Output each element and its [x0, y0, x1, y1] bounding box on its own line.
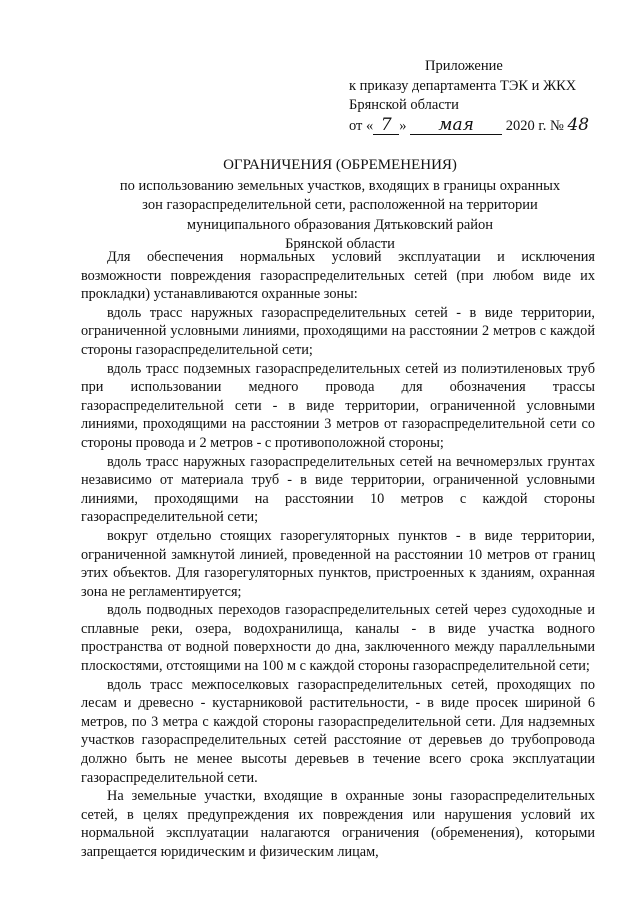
paragraph: вдоль трасс наружных газораспределительных сетей - в виде территории, ограниченной условными линиями, проходящими на расстоянии 2 метров с каждой стороны газораспределительной сети;	[81, 304, 595, 358]
title-heading: ОГРАНИЧЕНИЯ (ОБРЕМЕНЕНИЯ)	[223, 157, 457, 173]
title-line-2: по использованию земельных участков, входящих в границы охранных	[119, 177, 561, 194]
paragraph: вокруг отдельно стоящих газорегуляторных пунктов - в виде территории, ограниченной замкнутой линией, проведенной на расстоянии 10 метров от границ этих объектов. Для газорегуляторных пунктов, пристроенных к зданиям, охранная зона не регламентируется;	[81, 527, 595, 600]
year-label: 2020 г. №	[505, 117, 564, 134]
appendix-label: Приложение	[425, 58, 503, 74]
appendix-header	[349, 57, 609, 136]
order-reference: к приказу департамента ТЭК и ЖКХ	[349, 77, 577, 94]
region-name: Брянской области	[349, 97, 459, 113]
paragraph: вдоль трасс подземных газораспределительных сетей из полиэтиленовых труб при использовании медного провода для обозначения трассы газораспределительной сети - в виде территории, ограниченной условными линиями, проходящими на расстоянии 3 метров от газораспределительной сети со стороны провода и 2 метров - с противоположной стороны;	[81, 360, 595, 451]
handwritten-number: 48	[567, 114, 590, 135]
paragraph: вдоль трасс межпоселковых газораспределительных сетей, проходящих по лесам и древесно - кустарниковой растительности, - в виде просек шириной 6 метров, по 3 метра с каждой стороны газораспределительной сети. Для надземных участков газораспределительных сетей расстояние от деревьев до трубопровода должно быть не менее высоты деревьев в течение всего срока эксплуатации газораспределительной сети.	[81, 676, 595, 786]
handwritten-day: 7	[373, 117, 399, 135]
paragraph: На земельные участки, входящие в охранные зоны газораспределительных сетей, в целях предупреждения их повреждения или нарушения условий их нормальной эксплуатации налагаются ограничения (обременения), которыми запрещается юридическим и физическим лицам,	[81, 788, 595, 860]
title-line-3: зон газораспределительной сети, расположенной на территории	[142, 197, 538, 213]
document-body	[81, 248, 595, 862]
handwritten-month: мая	[410, 117, 502, 135]
title-line-5: Брянской области	[285, 236, 395, 252]
title-line-4: муниципального образования Дятьковский район	[186, 216, 494, 233]
paragraph: вдоль подводных переходов газораспределительных сетей через судоходные и сплавные реки, озера, водохранилища, каналы - в виде участка водного пространства от водной поверхности до дна, заключенного между параллельными плоскостями, отстоящими на 100 м с каждой стороны газораспределительной сети;	[81, 602, 595, 675]
order-date-line	[349, 116, 609, 137]
document-title	[60, 156, 620, 255]
date-prefix: от «	[349, 117, 374, 134]
paragraph: Для обеспечения нормальных условий эксплуатации и исключения возможности повреждения газораспределительных сетей (при любом виде их прокладки) устанавливаются охранные зоны:	[81, 249, 595, 303]
paragraph: вдоль трасс наружных газораспределительных сетей на вечномерзлых грунтах независимо от материала труб - в виде территории, ограниченной условными линиями, проходящими на расстоянии 10 метров с каждой стороны газораспределительной сети;	[81, 453, 595, 526]
date-mid: »	[399, 117, 407, 134]
